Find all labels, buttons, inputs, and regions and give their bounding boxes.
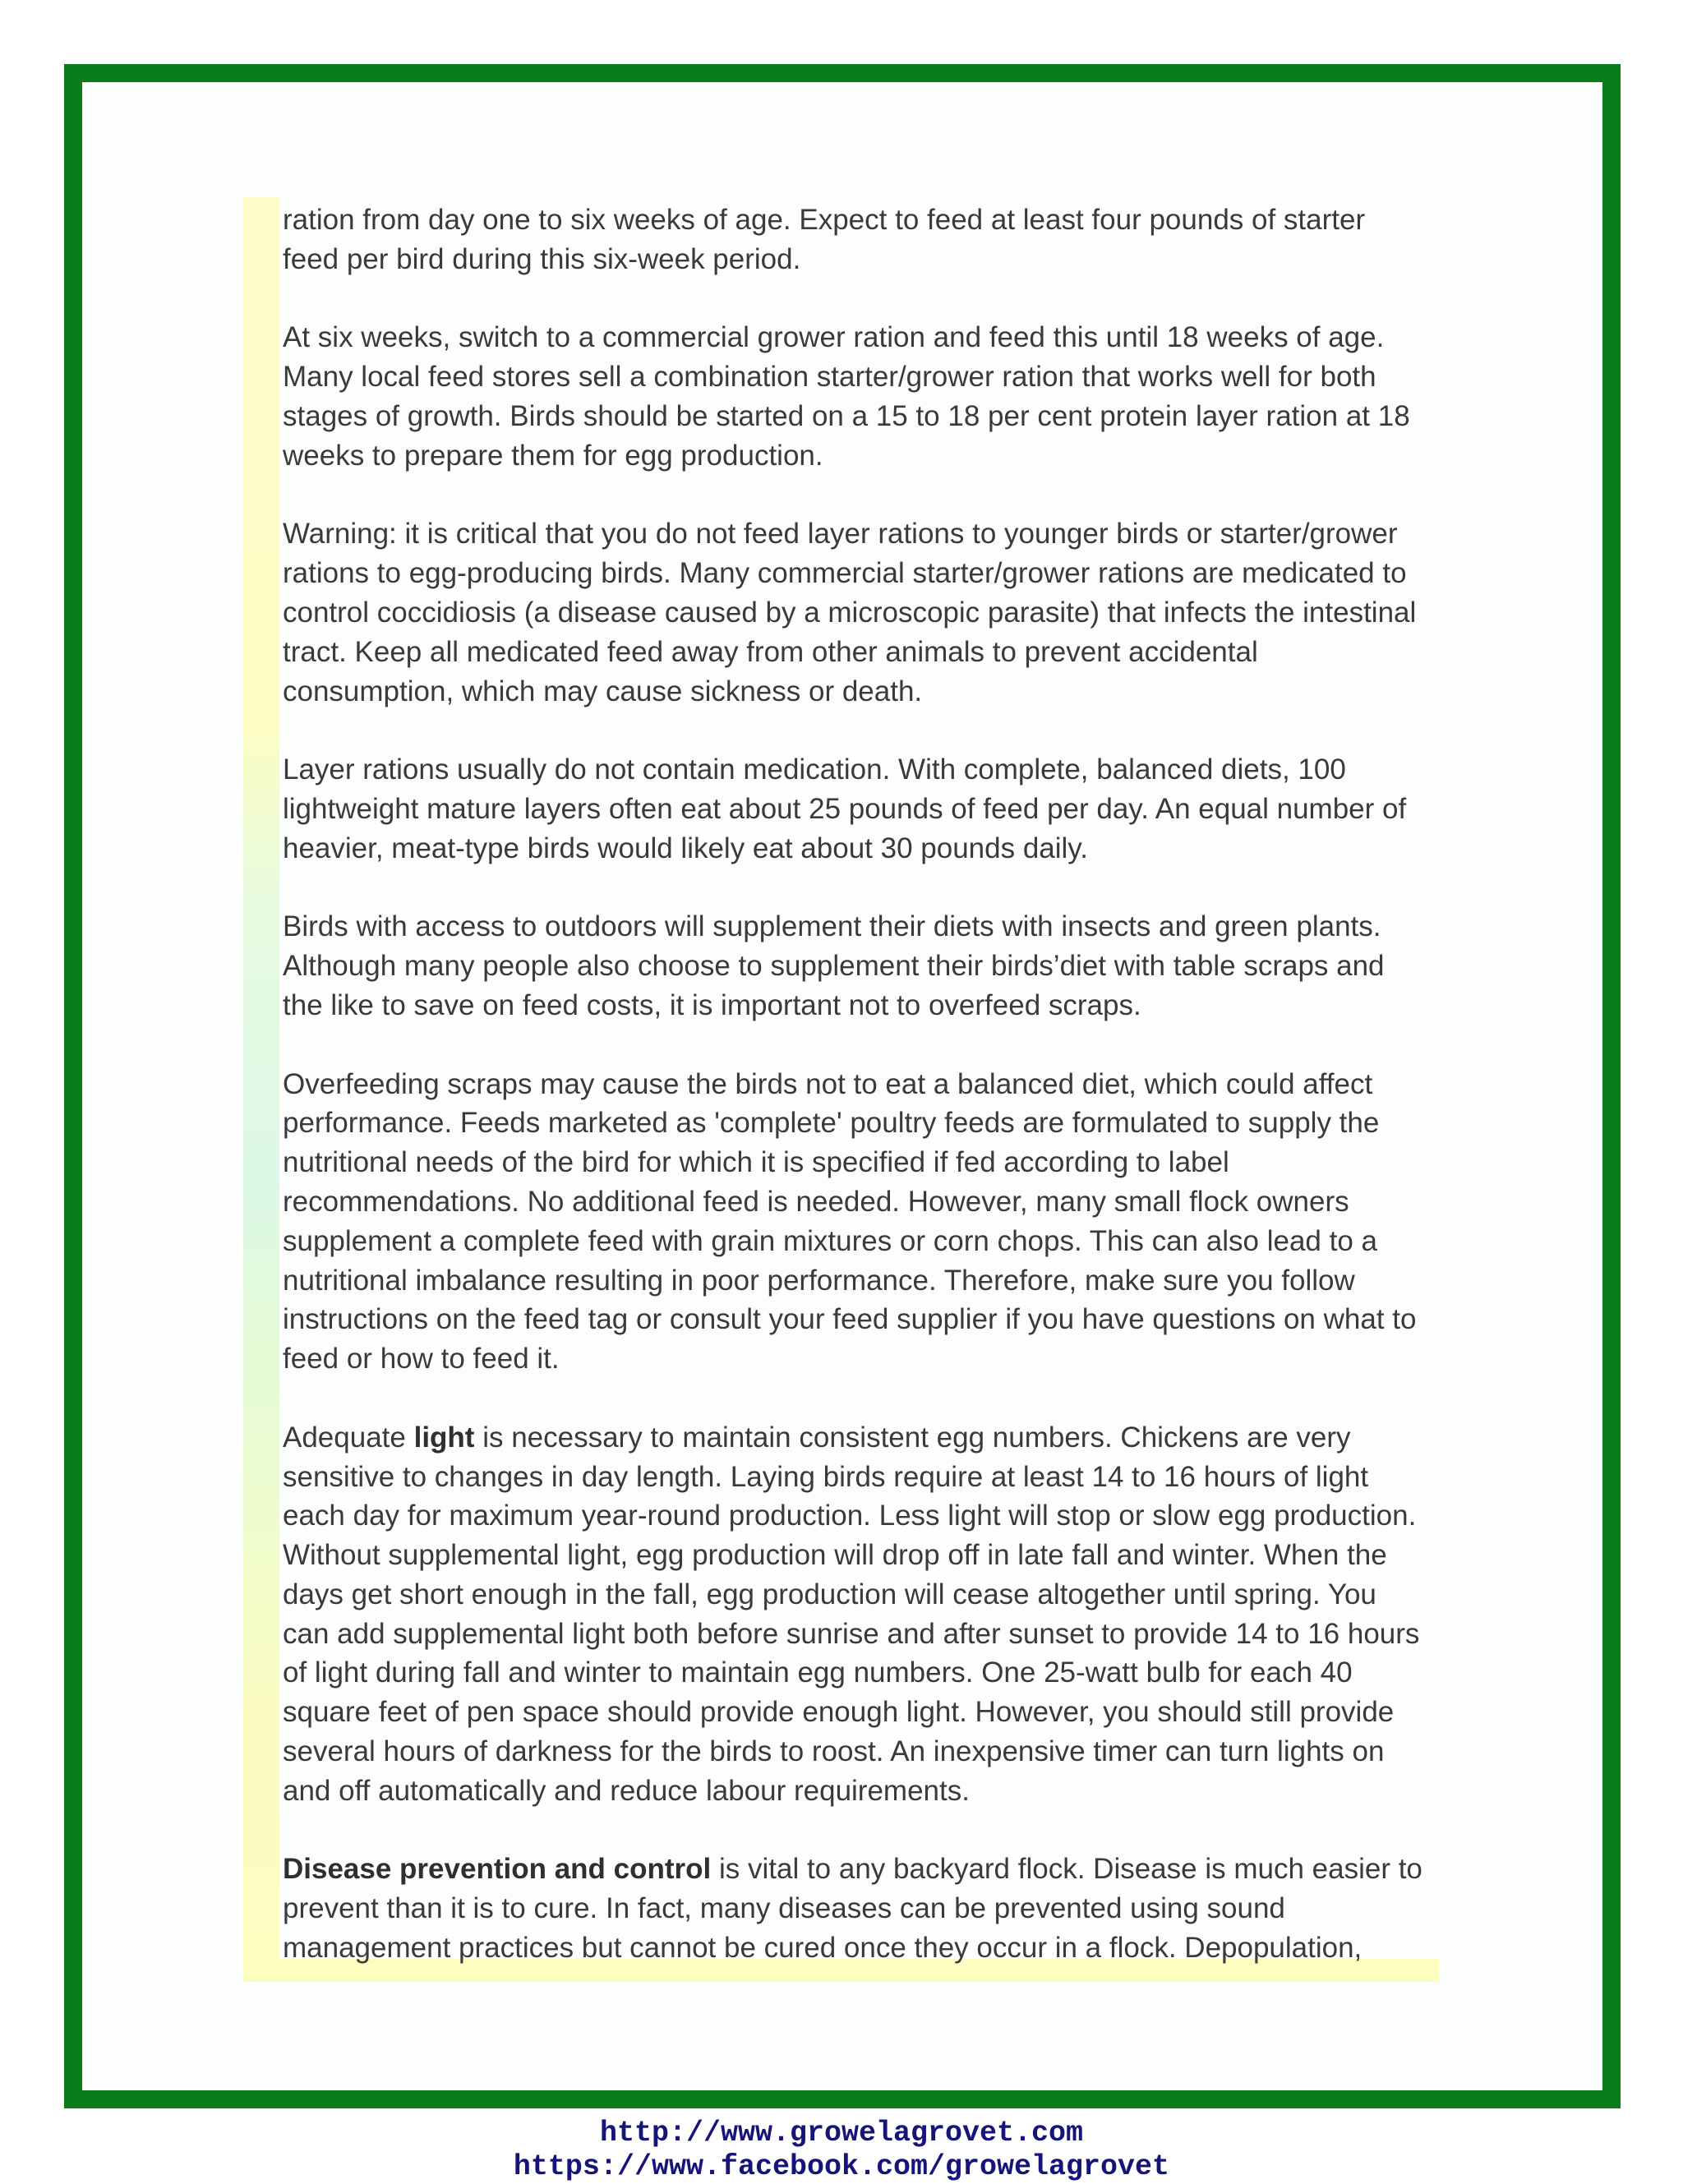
bold-term-light: light xyxy=(413,1421,475,1454)
paragraph-light: Adequate light is necessary to maintain consistent egg numbers. Chickens are very sensitive to changes in day length. Laying birds require at least 14 to 16 hours of light each day for maximum year-round production. Less light will stop or slow egg production. Without supplemental light, egg production will drop off in late fall and winter. When the days get short enough in the fall, egg production will cease altogether until spring. You can add supplemental light both before sunrise and after sunset to provide 14 to 16 hours of light during fall and winter to maintain egg numbers. One 25-watt bulb for each 40 square feet of pen space should provide enough light. However, you should still provide several hours of darkness for the birds to roost. An inexpensive timer can turn lights on and off automatically and reduce labour requirements. xyxy=(283,1421,1420,1807)
paragraph-outdoor-access: Birds with access to outdoors will supplement their diets with insects and green plants. Although many people also choose to supplement their birds’diet with table scraps and the like to save on feed costs, it is important not to overfeed scraps. xyxy=(283,910,1385,1021)
paragraph-starter-ration: ration from day one to six weeks of age. Expect to feed at least four pounds of starter feed per bird during this six-week period. xyxy=(283,204,1366,275)
facebook-link[interactable]: https://www.facebook.com/growelagrovet xyxy=(513,2150,1170,2183)
paragraph-warning: Warning: it is critical that you do not feed layer rations to younger birds or starter/grower rations to egg-producing birds. Many commercial starter/grower rations are medicated to control coccidiosis (a disease caused by a microscopic parasite) that infects the intestinal tract. Keep all medicated feed away from other animals to prevent accidental consumption, which may cause sickness or death. xyxy=(283,518,1417,707)
highlight-strip xyxy=(243,197,279,1980)
paragraph-disease-prevention: Disease prevention and control is vital to any backyard flock. Disease is much easier to prevent than it is to cure. In fact, many diseases can be prevented using sound management practices but cannot be cured once they occur in a flock. Depopulation, xyxy=(283,1853,1422,1965)
bold-term-disease-prevention: Disease prevention and control xyxy=(283,1853,712,1886)
website-link[interactable]: http://www.growelagrovet.com xyxy=(599,2117,1084,2149)
paragraph-layer-rations: Layer rations usually do not contain medication. With complete, balanced diets, 100 lightweight mature layers often eat about 25 pounds of feed per day. An equal number of heavier, meat-type birds would likely eat about 30 pounds daily. xyxy=(283,753,1407,864)
footer xyxy=(0,2117,1683,2184)
document-body xyxy=(283,200,1491,1968)
paragraph-grower-ration: At six weeks, switch to a commercial grower ration and feed this until 18 weeks of age. Many local feed stores sell a combination starter/grower ration that works well for both stages of growth. Birds should be started on a 15 to 18 per cent protein layer ration at 18 weeks to prepare them for egg production. xyxy=(283,321,1410,472)
paragraph-overfeeding-scraps: Overfeeding scraps may cause the birds not to eat a balanced diet, which could affect performance. Feeds marketed as 'complete' poultry feeds are formulated to supply the nutritional needs of the bird for which it is specified if fed according to label recommendations. No additional feed is needed. However, many small flock owners supplement a complete feed with grain mixtures or corn chops. This can also lead to a nutritional imbalance resulting in poor performance. Therefore, make sure you follow instructions on the feed tag or consult your feed supplier if you have questions on what to feed or how to feed it. xyxy=(283,1067,1417,1375)
